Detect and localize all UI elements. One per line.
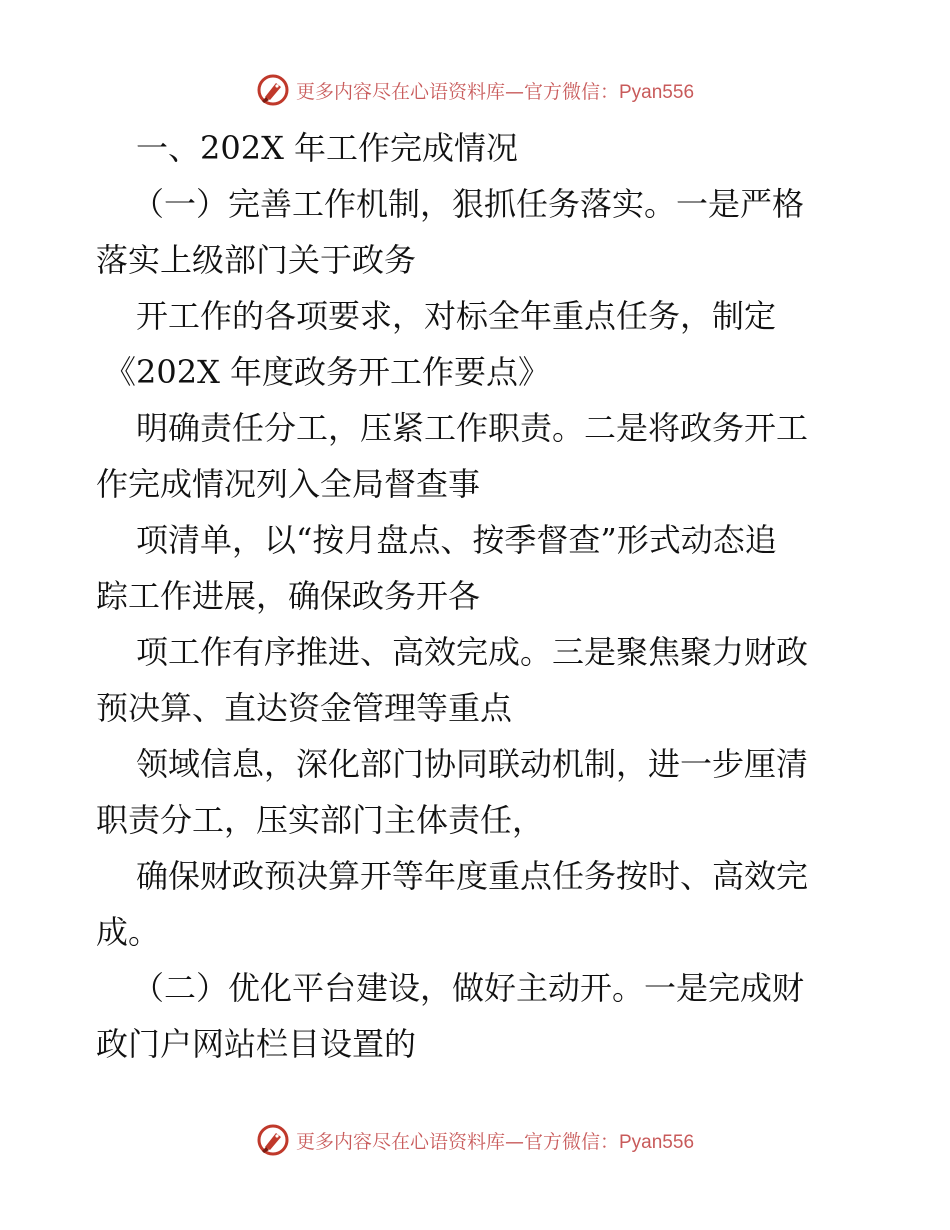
paragraph-line: （一）完善工作机制，狠抓任务落实。一是严格 — [132, 185, 805, 223]
banner-contact-label: 官方微信： — [523, 80, 619, 103]
footer-watermark-banner — [0, 1120, 950, 1160]
paragraph-line: 落实上级部门关于政务 — [96, 241, 417, 279]
paragraph-line: 项工作有序推进、高效完成。三是聚焦聚力财政 — [136, 633, 809, 671]
paragraph-line: 开工作的各项要求，对标全年重点任务，制定 — [136, 297, 777, 335]
banner-handle: Pyan556 — [619, 81, 695, 103]
paragraph-line: 领域信息，深化部门协同联动机制，进一步厘清 — [136, 745, 809, 783]
pen-nib-logo-icon — [256, 73, 290, 107]
pen-nib-logo-icon — [256, 1123, 290, 1157]
document-body — [96, 120, 856, 1072]
banner-handle: Pyan556 — [619, 1131, 695, 1153]
paragraph-line: 《202X 年度政务开工作要点》 — [104, 353, 551, 391]
paragraph-line: 明确责任分工，压紧工作职责。二是将政务开工 — [136, 409, 809, 447]
banner-contact-label: 官方微信： — [523, 1130, 619, 1153]
section-subheading: （二）优化平台建设，做好主动开。一是完成财 — [132, 969, 805, 1007]
banner-text — [296, 1127, 694, 1154]
banner-title: 更多内容尽在心语资料库 — [295, 1130, 505, 1153]
paragraph-line: 确保财政预决算开等年度重点任务按时、高效完 — [136, 857, 809, 895]
paragraph-line: 职责分工，压实部门主体责任， — [96, 801, 545, 839]
paragraph-line: 项清单，以“按月盘点、按季督查”形式动态追 — [136, 521, 777, 559]
paragraph-line: 政门户网站栏目设置的 — [96, 1025, 417, 1063]
banner-text — [296, 77, 694, 104]
header-watermark-banner — [0, 70, 950, 110]
paragraph-line: 踪工作进展，确保政务开各 — [96, 577, 481, 615]
banner-separator: — — [504, 1130, 524, 1153]
section-heading: 一、202X 年工作完成情况 — [136, 129, 519, 167]
paragraph-line: 预决算、直达资金管理等重点 — [96, 689, 513, 727]
paragraph-line: 成。 — [96, 913, 161, 951]
banner-title: 更多内容尽在心语资料库 — [295, 80, 505, 103]
banner-separator: — — [504, 80, 524, 103]
paragraph-line: 作完成情况列入全局督查事 — [96, 465, 481, 503]
